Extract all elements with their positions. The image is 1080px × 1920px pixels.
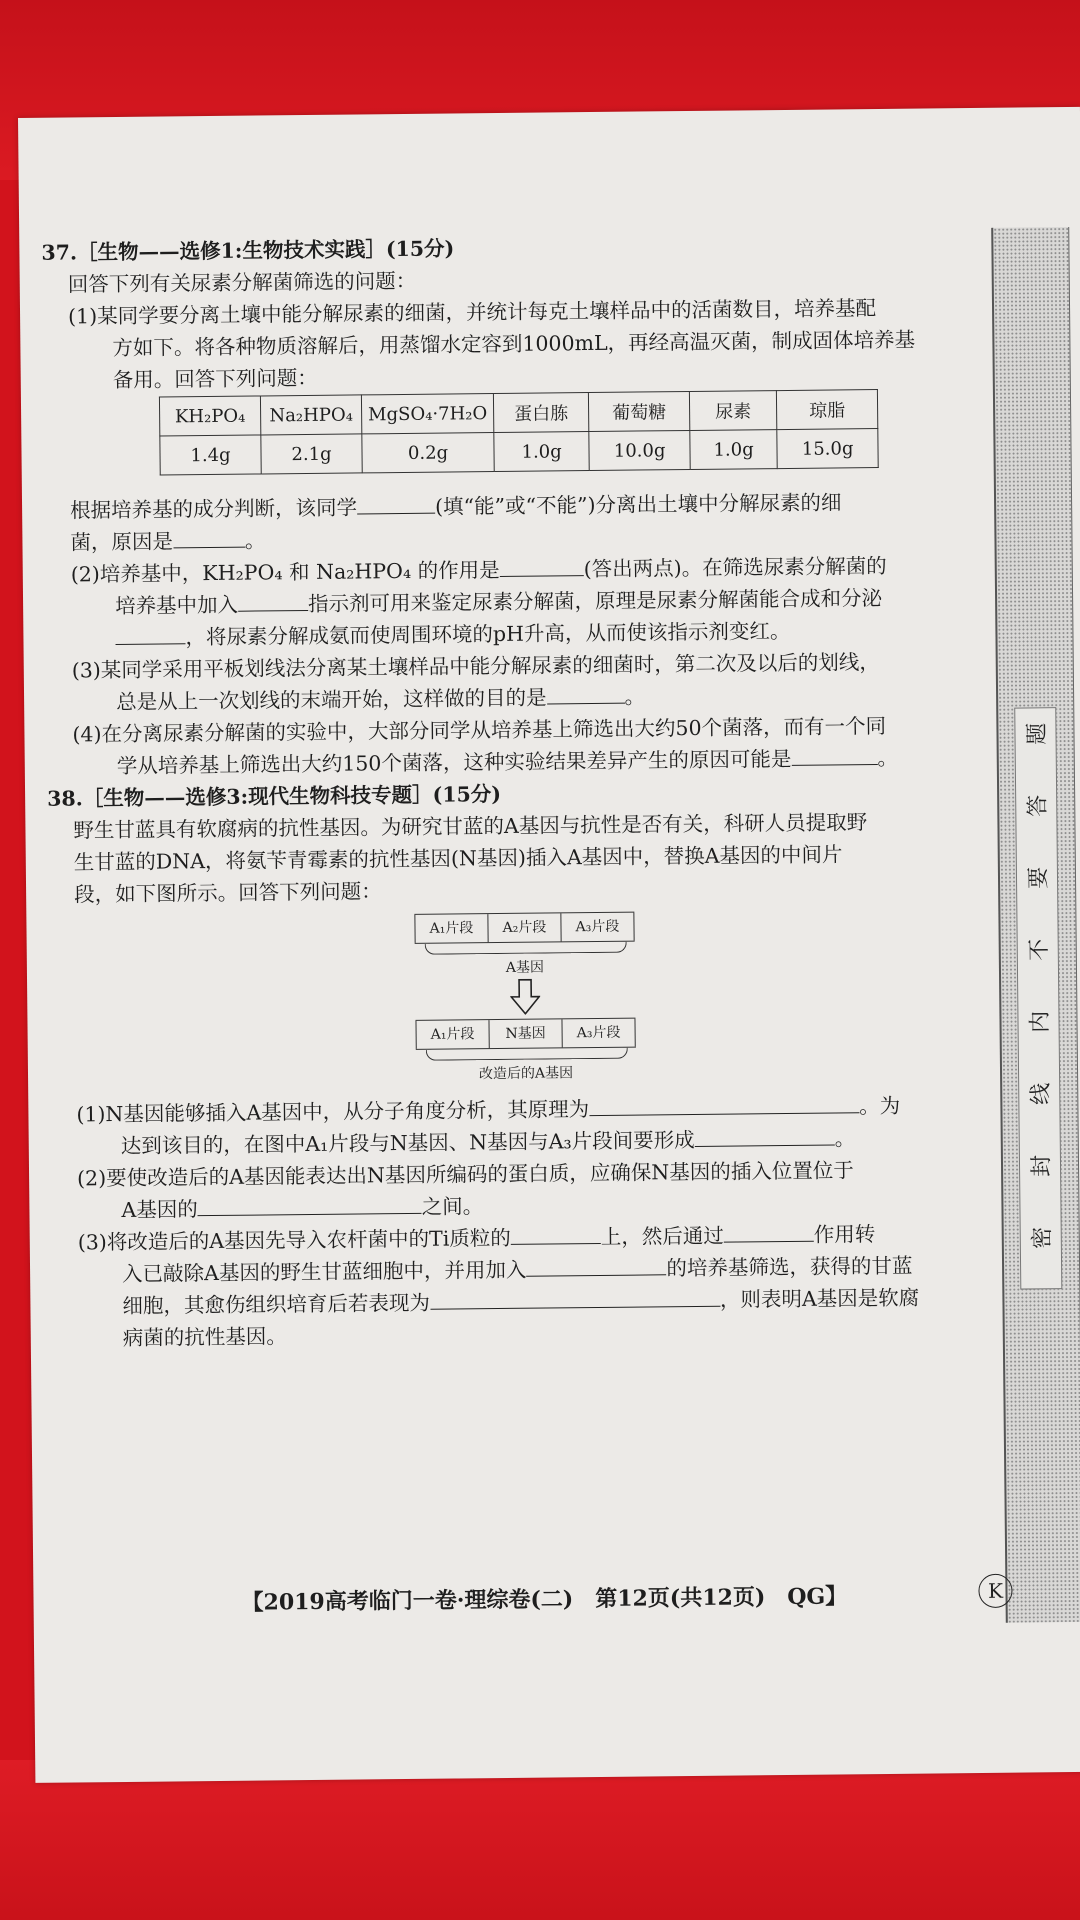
binding-warning-box bbox=[1014, 707, 1062, 1289]
q38-part2-line bbox=[121, 1189, 483, 1223]
text-segment: 的培养基筛选，获得的甘蓝 bbox=[666, 1253, 913, 1281]
question-38-heading: 38.［生物——选修3:现代生物科技专题］(15分) bbox=[47, 781, 502, 811]
table-cell: 1.0g bbox=[494, 432, 589, 472]
text-segment: 指示剂可用来鉴定尿素分解菌，原理是尿素分解菌能合成和分泌 bbox=[307, 585, 883, 616]
brace-icon bbox=[425, 942, 627, 955]
table-cell: 1.0g bbox=[690, 430, 777, 470]
segment-a1: A₁片段 bbox=[414, 914, 487, 943]
text-segment: 细胞，其愈伤组织培育后若表现为 bbox=[122, 1290, 431, 1318]
q38-part3-line bbox=[122, 1281, 919, 1319]
table-cell: 2.1g bbox=[261, 434, 362, 474]
answer-blank[interactable] bbox=[511, 1225, 601, 1245]
segment-a2: A₂片段 bbox=[487, 913, 560, 942]
text-segment: 总是从上一次划线的末端开始，这样做的目的是 bbox=[115, 685, 547, 715]
text-segment: (答出两点)。在筛选尿素分解菌的 bbox=[583, 553, 887, 582]
text-segment: 菌，原因是 bbox=[70, 529, 174, 555]
text-segment: 之间。 bbox=[421, 1194, 484, 1219]
question-37-heading: 37.［生物——选修1:生物技术实践］(15分) bbox=[41, 236, 455, 265]
binding-strip bbox=[991, 227, 1080, 1623]
gene-a-label: A基因 bbox=[505, 959, 545, 976]
culture-medium-table bbox=[159, 389, 879, 476]
binding-char: 不 bbox=[1027, 938, 1053, 961]
text-segment: 。 bbox=[624, 684, 646, 709]
binding-char: 密 bbox=[1030, 1226, 1056, 1249]
segment-n: N基因 bbox=[488, 1019, 561, 1048]
answer-blank[interactable] bbox=[791, 746, 877, 766]
answer-blank[interactable] bbox=[238, 592, 308, 612]
answer-blank[interactable] bbox=[173, 529, 245, 549]
answer-blank[interactable] bbox=[589, 1094, 859, 1116]
binding-char: 题 bbox=[1024, 722, 1051, 746]
answer-blank[interactable] bbox=[526, 1256, 666, 1276]
text-segment: 入已敲除A基因的野生甘蓝细胞中，并用加入 bbox=[121, 1257, 527, 1286]
text-segment: 作用转 bbox=[813, 1222, 876, 1247]
q37-part1-question bbox=[70, 523, 265, 555]
q37-part2-line bbox=[115, 614, 790, 651]
binding-char: 线 bbox=[1028, 1082, 1054, 1105]
question-37-intro: 回答下列有关尿素分解菌筛选的问题： bbox=[67, 268, 417, 297]
segment-a3: A₃片段 bbox=[560, 913, 634, 942]
red-background-bottom bbox=[0, 1760, 1080, 1920]
q38-intro-line: 野生甘蓝具有软腐病的抗性基因。为研究甘蓝的A基因与抗性是否有关，科研人员提取野 bbox=[73, 810, 868, 843]
page-footer: 【2019高考临门一卷·理综卷(二) 第12页(共12页) QG】 bbox=[241, 1583, 848, 1616]
text-segment: 学从培养基上筛选出大约150个菌落，这种实验结果差异产生的原因可能是 bbox=[116, 746, 792, 779]
q37-part1-line: 方如下。将各种物质溶解后，用蒸馏水定容到1000mL，再经高温灭菌，制成固体培养基 bbox=[112, 327, 916, 361]
segment-a3: A₃片段 bbox=[561, 1019, 635, 1048]
brace-icon bbox=[426, 1048, 628, 1061]
binding-char: 内 bbox=[1027, 1010, 1054, 1033]
text-segment: A基因的 bbox=[121, 1197, 198, 1222]
text-segment: 培养基中加入 bbox=[114, 592, 239, 619]
text-segment: 。 bbox=[834, 1126, 856, 1151]
answer-blank[interactable] bbox=[724, 1223, 814, 1243]
table-cell: MgSO₄·7H₂O bbox=[361, 394, 494, 434]
binding-char: 要 bbox=[1026, 866, 1052, 889]
q37-part3-line bbox=[116, 679, 645, 715]
answer-blank[interactable] bbox=[115, 625, 185, 645]
table-cell: 蛋白胨 bbox=[494, 393, 589, 433]
modified-gene-segments bbox=[415, 1018, 635, 1050]
table-cell: Na₂HPO₄ bbox=[260, 395, 361, 435]
modified-gene-label: 改造后的A基因 bbox=[478, 1065, 574, 1083]
q38-part1-line bbox=[121, 1121, 856, 1159]
table-cell: KH₂PO₄ bbox=[159, 396, 260, 436]
q38-part2-line: (2)要使改造后的A基因能表达出N基因所编码的蛋白质，应确保N基因的插入位置位于 bbox=[76, 1158, 854, 1191]
q37-part1-line: (1)某同学要分离土壤中能分解尿素的细菌，并统计每克土壤样品中的活菌数目，培养基配 bbox=[67, 296, 877, 329]
text-segment: (3)将改造后的A基因先导入农杆菌中的Ti质粒的 bbox=[77, 1225, 511, 1255]
table-cell: 0.2g bbox=[362, 433, 495, 473]
table-cell: 15.0g bbox=[777, 429, 878, 469]
q37-part1-question bbox=[70, 485, 842, 523]
down-arrow-icon bbox=[510, 979, 540, 1015]
answer-blank[interactable] bbox=[357, 495, 435, 515]
text-segment: 上，然后通过 bbox=[600, 1223, 724, 1249]
answer-blank[interactable] bbox=[546, 685, 624, 705]
circled-k-mark: K bbox=[978, 1574, 1012, 1608]
answer-blank[interactable] bbox=[430, 1288, 720, 1310]
text-segment: (1)N基因能够插入A基因中，从分子角度分析，其原理为 bbox=[76, 1097, 590, 1127]
table-cell: 葡萄糖 bbox=[589, 391, 690, 431]
text-segment: 根据培养基的成分判断，该同学 bbox=[69, 495, 358, 523]
q37-part3-line: (3)某同学采用平板划线法分离某土壤样品中能分解尿素的细菌时，第二次及以后的划线， bbox=[71, 650, 880, 683]
table-cell: 1.4g bbox=[160, 435, 261, 475]
table-row bbox=[160, 429, 878, 476]
text-segment: 。 bbox=[877, 745, 899, 771]
text-segment: 达到该目的，在图中A₁片段与N基因、N基因与A₃片段间要形成 bbox=[120, 1127, 695, 1158]
answer-blank[interactable] bbox=[695, 1127, 835, 1147]
text-segment: 。为 bbox=[859, 1093, 901, 1119]
q37-part4-line: (4)在分离尿素分解菌的实验中，大部分同学从培养基上筛选出大约50个菌落，而有一个同 bbox=[72, 713, 887, 747]
table-cell: 10.0g bbox=[589, 430, 690, 470]
text-segment: 。 bbox=[244, 528, 266, 553]
table-cell: 琼脂 bbox=[777, 390, 878, 430]
binding-char: 答 bbox=[1025, 794, 1051, 817]
text-segment: ，则表明A基因是软腐 bbox=[719, 1285, 920, 1312]
table-cell: 尿素 bbox=[690, 391, 777, 431]
q38-part3-line: 病菌的抗性基因。 bbox=[122, 1324, 287, 1350]
q38-intro-line: 段，如下图所示。回答下列问题： bbox=[74, 879, 382, 907]
q37-part4-line bbox=[117, 741, 898, 779]
text-segment: (2)培养基中，KH₂PO₄ 和 Na₂HPO₄ 的作用是 bbox=[70, 557, 500, 587]
segment-a1: A₁片段 bbox=[415, 1020, 488, 1049]
answer-blank[interactable] bbox=[198, 1195, 422, 1216]
exam-paper bbox=[18, 107, 1080, 1783]
q38-intro-line: 生甘蓝的DNA，将氨苄青霉素的抗性基因(N基因)插入A基因中，替换A基因的中间片 bbox=[73, 842, 843, 875]
q37-part1-line: 备用。回答下列问题： bbox=[112, 365, 318, 393]
answer-blank[interactable] bbox=[500, 557, 584, 577]
gene-a-segments bbox=[414, 912, 634, 944]
text-segment: (填“能”或“不能”)分离出土壤中分解尿素的细 bbox=[434, 490, 842, 519]
text-segment: ，将尿素分解成氨而使周围环境的pH升高，从而使该指示剂变红。 bbox=[185, 618, 791, 650]
binding-char: 封 bbox=[1029, 1154, 1055, 1177]
